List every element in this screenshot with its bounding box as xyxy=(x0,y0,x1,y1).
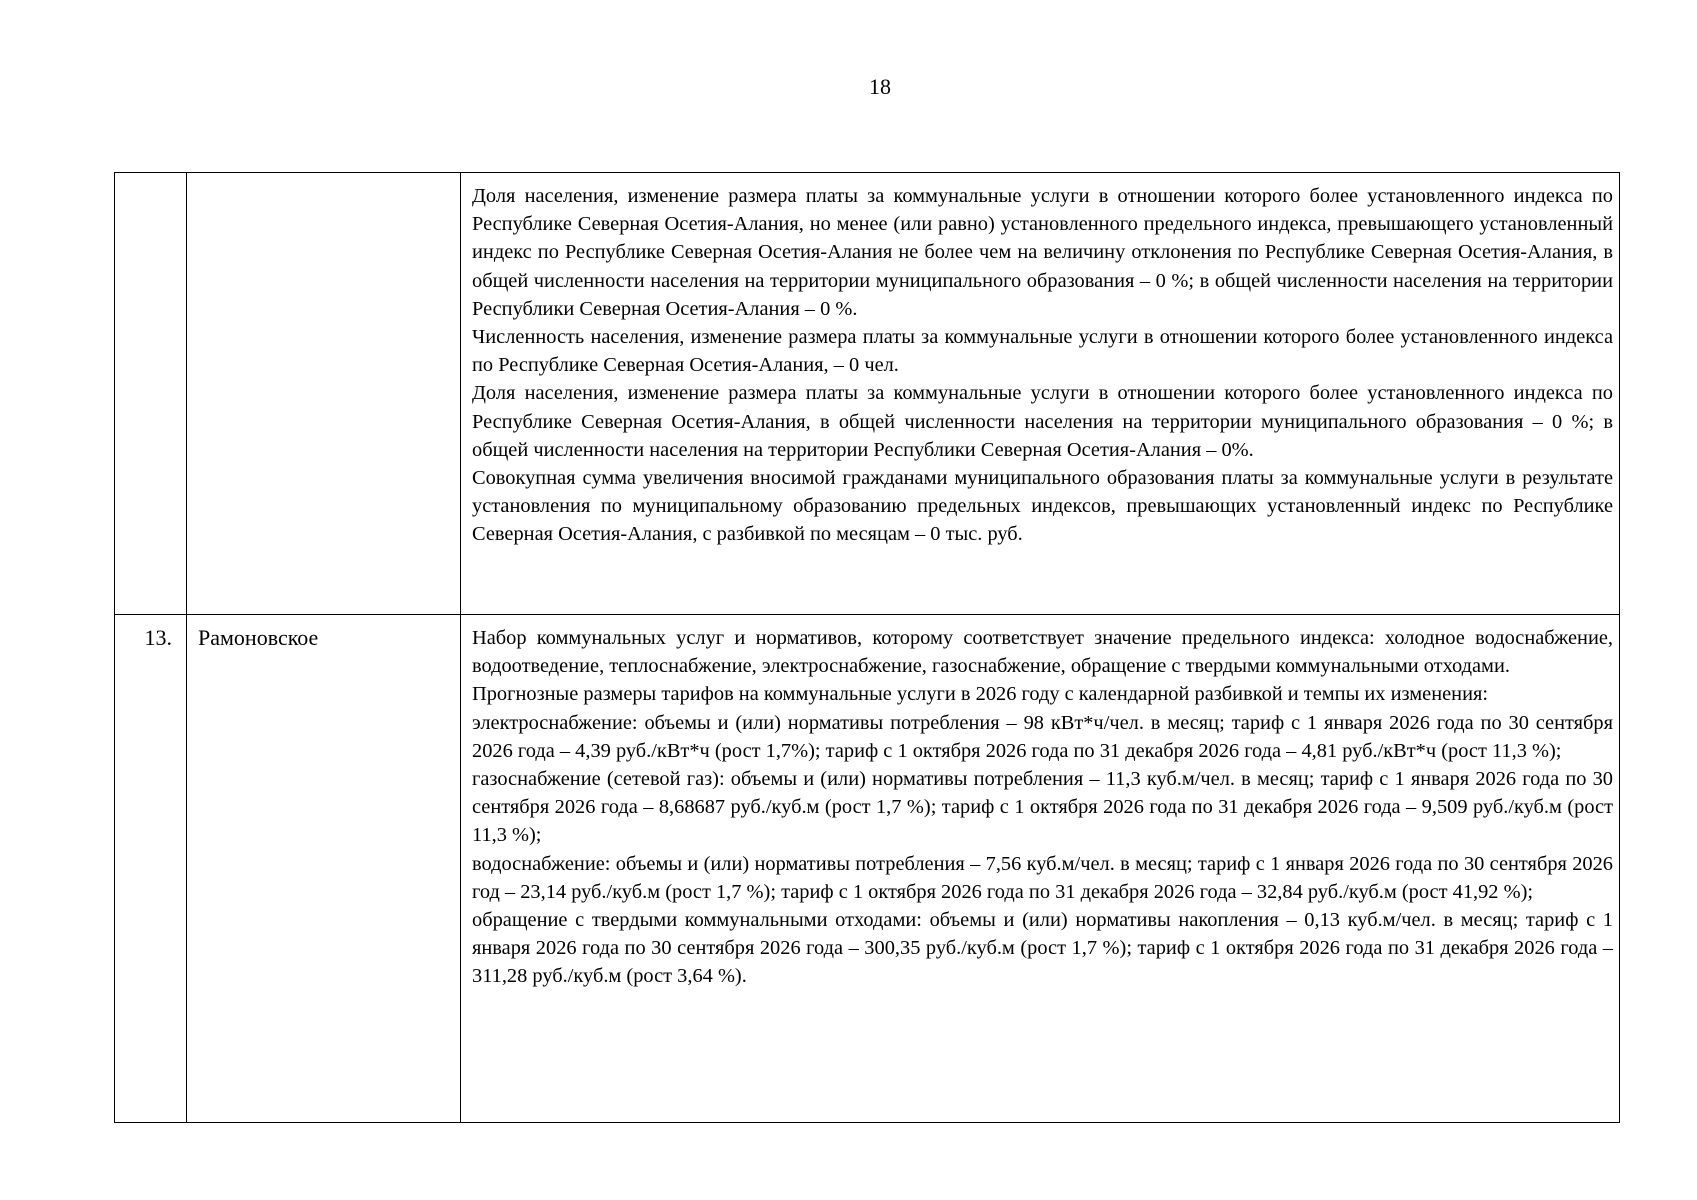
page-number: 18 xyxy=(869,74,891,99)
paragraph: Прогнозные размеры тарифов на коммунальные услуги в 2026 году с календарной разбивкой и темпы их изменения: xyxy=(472,683,1489,706)
paragraph: электроснабжение: объемы и (или) нормативы потребления – 98 кВт*ч/чел. в месяц; тариф с 1 января 2026 года по 30 сентября 2026 года – 4,39 руб./кВт*ч (рост 1,7%); тариф с 1 октября 2026 года по 31 декабря 2026 года – 4,81 руб./кВт*ч (рост 11,3 %); xyxy=(472,711,1613,762)
paragraph: Набор коммунальных услуг и нормативов, которому соответствует значение предельного индекса: холодное водоснабжение, водоотведение, теплоснабжение, электроснабжение, газоснабжение, обращение с твердыми коммунальными отходами. xyxy=(472,627,1613,678)
paragraph: Доля населения, изменение размера платы за коммунальные услуги в отношении которого более установленного индекса по Республике Северная Осетия-Алания, в общей численности населения на территории муниципального образования – 0 %; в общей численности населения на территории Республики Северная Осетия-Алания – 0%. xyxy=(472,382,1613,461)
municipality-name-cell: Рамоновское xyxy=(187,615,461,1123)
paragraph: Численность населения, изменение размера платы за коммунальные услуги в отношении которого более установленного индекса по Республике Северная Осетия-Алания, – 0 чел. xyxy=(472,326,1613,377)
description-cell xyxy=(461,615,1620,1123)
paragraph: газоснабжение (сетевой газ): объемы и (или) нормативы потребления – 11,3 куб.м/чел. в месяц; тариф с 1 января 2026 года по 30 сентября 2026 года – 8,68687 руб./куб.м (рост 1,7 %); тариф с 1 октября 2026 года по 31 декабря 2026 года – 9,509 руб./куб.м (рост 11,3 %); xyxy=(472,768,1613,847)
table-row xyxy=(115,173,1620,615)
paragraph: водоснабжение: объемы и (или) нормативы потребления – 7,56 куб.м/чел. в месяц; тариф с 1 января 2026 года по 30 сентября 2026 год – 23,14 руб./куб.м (рост 1,7 %); тариф с 1 октября 2026 года по 31 декабря 2026 года – 32,84 руб./куб.м (рост 41,92 %); xyxy=(472,852,1613,903)
description-cell xyxy=(461,173,1620,615)
municipality-name-cell xyxy=(187,173,461,615)
paragraph: Совокупная сумма увеличения вносимой гражданами муниципального образования платы за коммунальные услуги в результате установления по муниципальному образованию предельных индексов, превышающих установленный индекс по Республике Северная Осетия-Алания, с разбивкой по месяцам – 0 тыс. руб. xyxy=(472,467,1613,546)
paragraph: обращение с твердыми коммунальными отходами: объемы и (или) нормативы накопления – 0,13 куб.м/чел. в месяц; тариф с 1 января 2026 года по 30 сентября 2026 года – 300,35 руб./куб.м (рост 1,7 %); тариф с 1 октября 2026 года по 31 декабря 2026 года –311,28 руб./куб.м (рост 3,64 %). xyxy=(472,909,1613,988)
tariff-table xyxy=(114,172,1620,1123)
paragraph: Доля населения, изменение размера платы за коммунальные услуги в отношении которого более установленного индекса по Республике Северная Осетия-Алания, но менее (или равно) установленного предельного индекса, превышающего установленный индекс по Республике Северная Осетия-Алания не более чем на величину отклонения по Республике Северная Осетия-Алания, в общей численности населения на территории муниципального образования – 0 %; в общей численности населения на территории Республики Северная Осетия-Алания – 0 %. xyxy=(472,185,1613,320)
table-row xyxy=(115,615,1620,1123)
row-number-cell xyxy=(115,173,187,615)
row-number-cell: 13. xyxy=(115,615,187,1123)
